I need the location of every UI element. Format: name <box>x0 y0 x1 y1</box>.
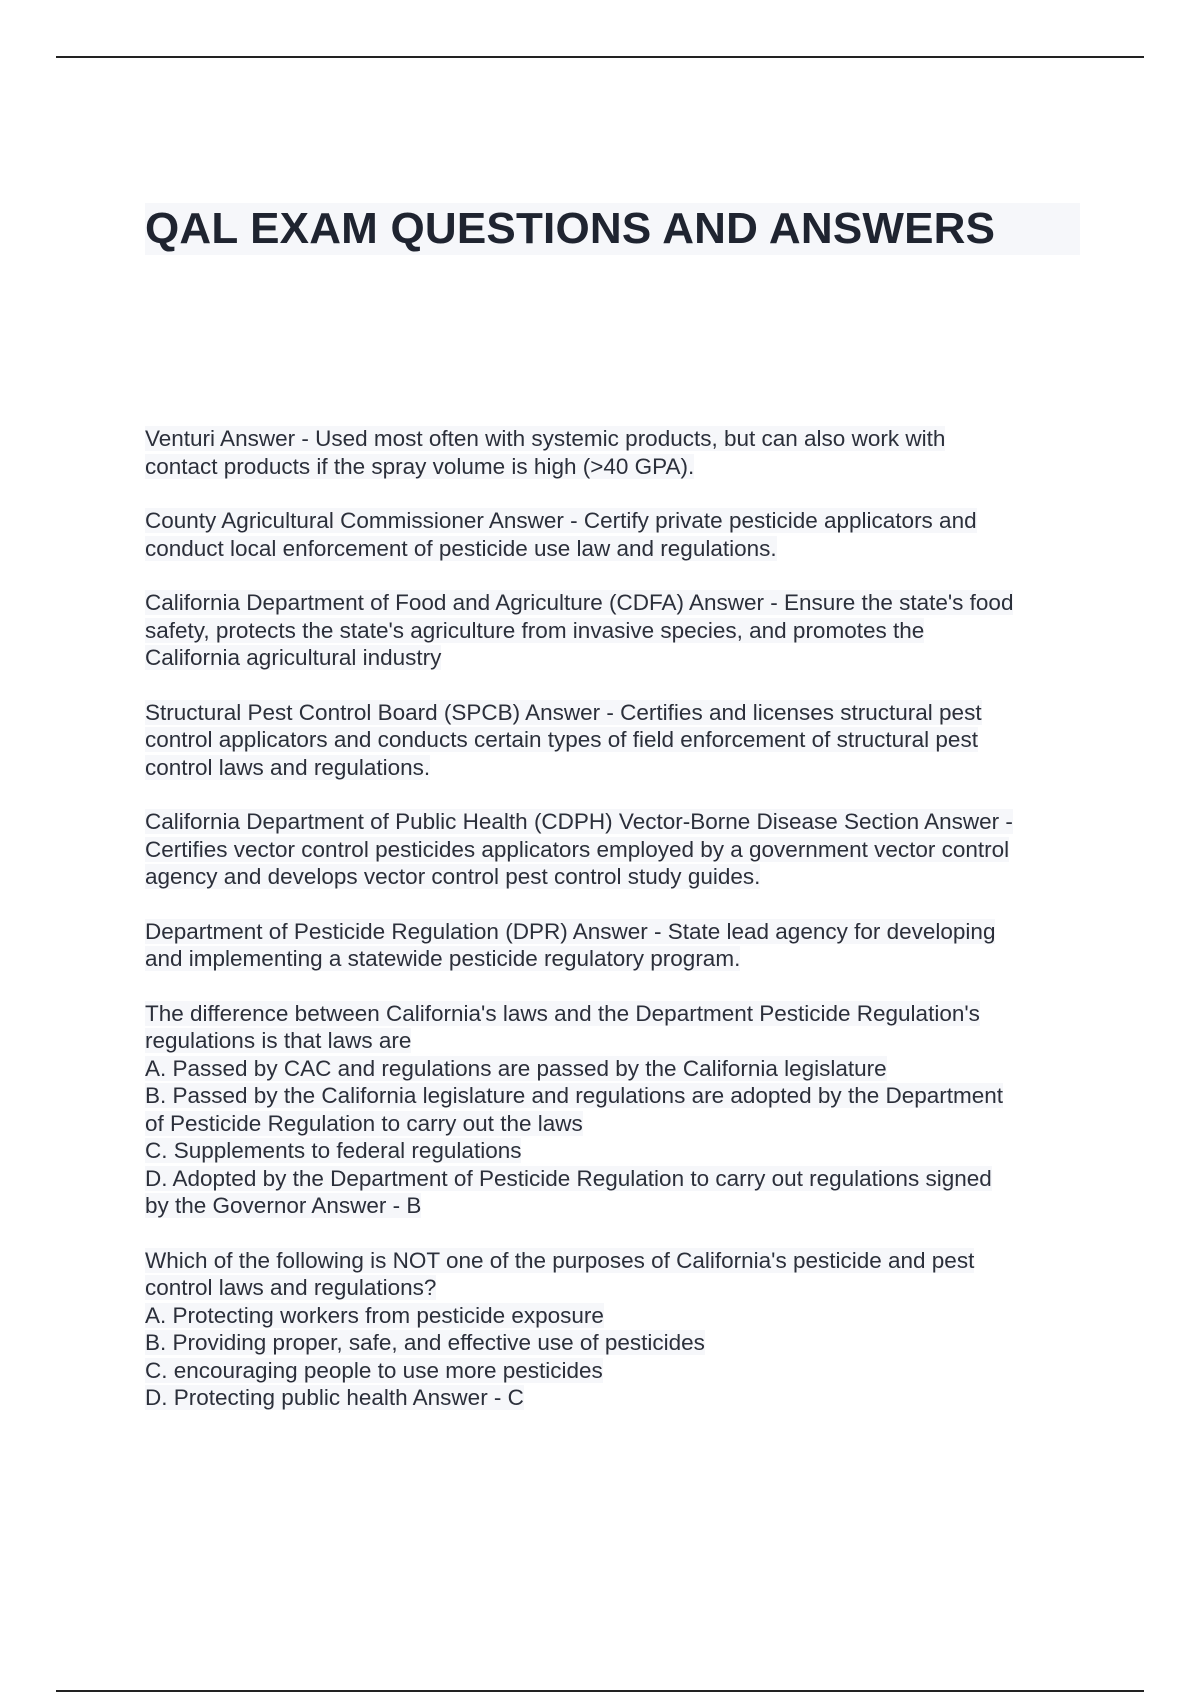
qa-item-purposes: Which of the following is NOT one of the purposes of California's pesticide and pest control laws and regulations? A. Protecting workers from pesticide exposure B. Providing proper, safe, and effective use of pesticides C. encouraging people to use more pesticides D. Protecting public health Answer - C <box>145 1247 975 1410</box>
qa-item-dpr: Department of Pesticide Regulation (DPR) Answer - State lead agency for developing and implementing a statewide pesticide regulatory program. <box>145 918 996 971</box>
top-divider <box>56 56 1144 58</box>
qa-item-cdph: California Department of Public Health (CDPH) Vector-Borne Disease Section Answer - Certifies vector control pesticides applicators employed by a government vector control agency and develops vector control pest control study guides. <box>145 809 1013 889</box>
qa-list <box>145 425 1090 1439</box>
page-title: QAL EXAM QUESTIONS AND ANSWERS <box>145 203 1080 255</box>
qa-item-laws-vs-regulations: The difference between California's laws and the Department Pesticide Regulation's regulations is that laws are A. Passed by CAC and regulations are passed by the California legislature B. Passed by the California legislature and regulations are adopted by the Department of Pesticide Regulation to carry out the laws C. Supplements to federal regulations D. Adopted by the Department of Pesticide Regulation to carry out regulations signed by the Governor Answer - B <box>145 1000 1004 1218</box>
qa-item-cdfa: California Department of Food and Agriculture (CDFA) Answer - Ensure the state's food safety, protects the state's agriculture from invasive species, and promotes the California agricultural industry <box>145 590 1014 670</box>
qa-item-venturi: Venturi Answer - Used most often with systemic products, but can also work with contact products if the spray volume is high (>40 GPA). <box>145 426 946 479</box>
bottom-divider <box>56 1690 1144 1692</box>
qa-item-county-ag-commissioner: County Agricultural Commissioner Answer - Certify private pesticide applicators and conduct local enforcement of pesticide use law and regulations. <box>145 508 977 561</box>
qa-item-spcb: Structural Pest Control Board (SPCB) Answer - Certifies and licenses structural pest control applicators and conducts certain types of field enforcement of structural pest control laws and regulations. <box>145 699 982 780</box>
